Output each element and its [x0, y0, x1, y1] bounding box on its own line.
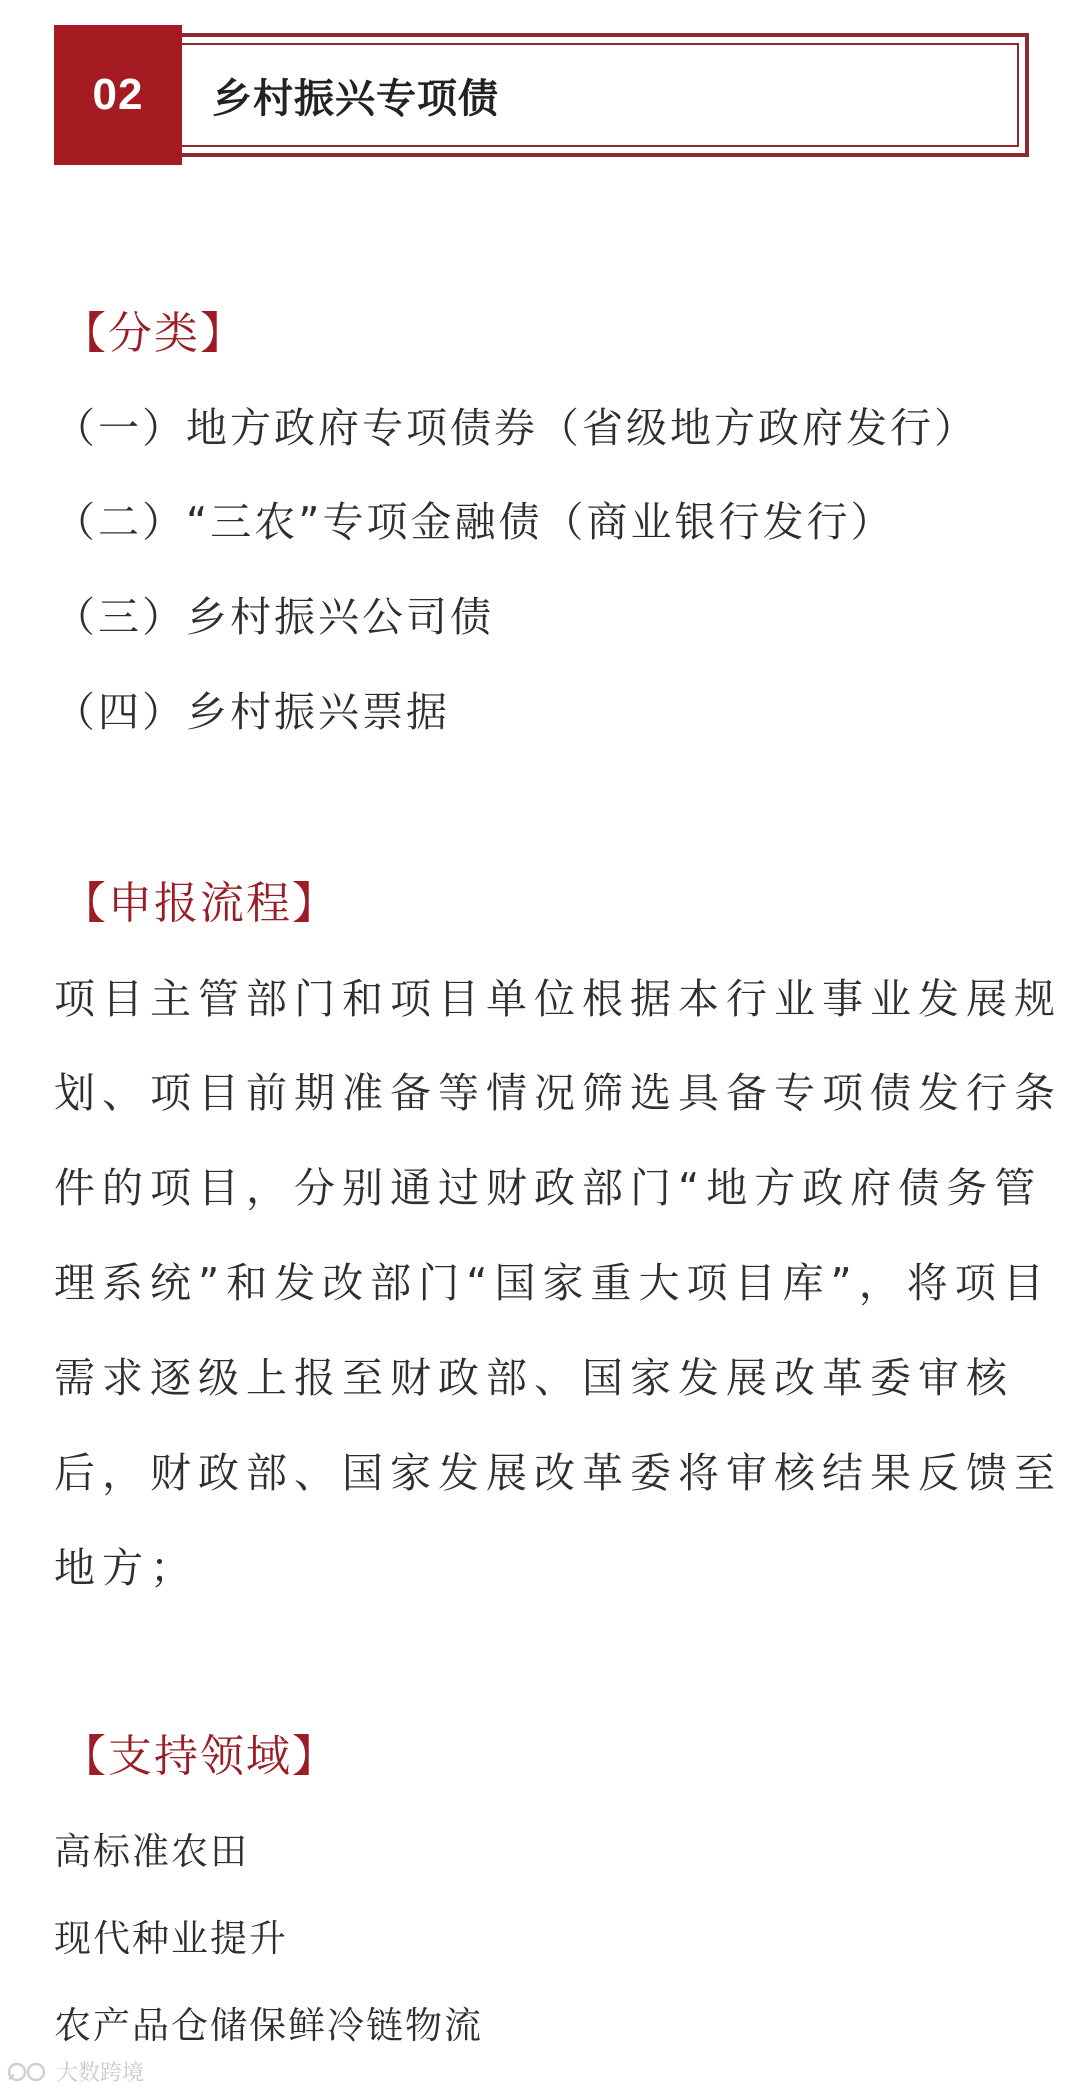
watermark [6, 2056, 144, 2087]
watermark-logo-icon [6, 2061, 52, 2083]
process-text-line: 项目主管部门和项目单位根据本行业事业发展规 [54, 975, 1062, 1023]
process-text-line: 地方； [54, 1544, 198, 1592]
classification-item: （二）“三农”专项金融债（商业银行发行） [54, 498, 895, 546]
watermark-text: 大数跨境 [56, 2061, 145, 2086]
classification-item: （三）乡村振兴公司债 [54, 593, 494, 641]
support-item: 高标准农田 [54, 1830, 249, 1873]
section-number-badge: 02 [54, 25, 182, 165]
process-text-line: 需求逐级上报至财政部、国家发展改革委审核 [54, 1354, 1014, 1402]
process-heading: 【申报流程】 [62, 878, 338, 929]
process-text-line: 后，财政部、国家发展改革委将审核结果反馈至 [54, 1449, 1062, 1497]
classification-heading: 【分类】 [62, 308, 246, 359]
process-text-line: 理系统”和发改部门“国家重大项目库”，将项目 [54, 1259, 1051, 1307]
process-text-line: 件的项目，分别通过财政部门“地方政府债务管 [54, 1164, 1043, 1212]
support-item: 农产品仓储保鲜冷链物流 [54, 2004, 483, 2047]
process-text-line: 划、项目前期准备等情况筛选具备专项债发行条 [54, 1069, 1062, 1117]
support-heading: 【支持领域】 [62, 1731, 338, 1782]
support-item: 现代种业提升 [54, 1917, 288, 1960]
classification-item: （四）乡村振兴票据 [54, 688, 450, 736]
classification-item: （一）地方政府专项债券（省级地方政府发行） [54, 404, 978, 452]
section-header [54, 25, 1029, 165]
section-title: 乡村振兴专项债 [212, 75, 499, 122]
